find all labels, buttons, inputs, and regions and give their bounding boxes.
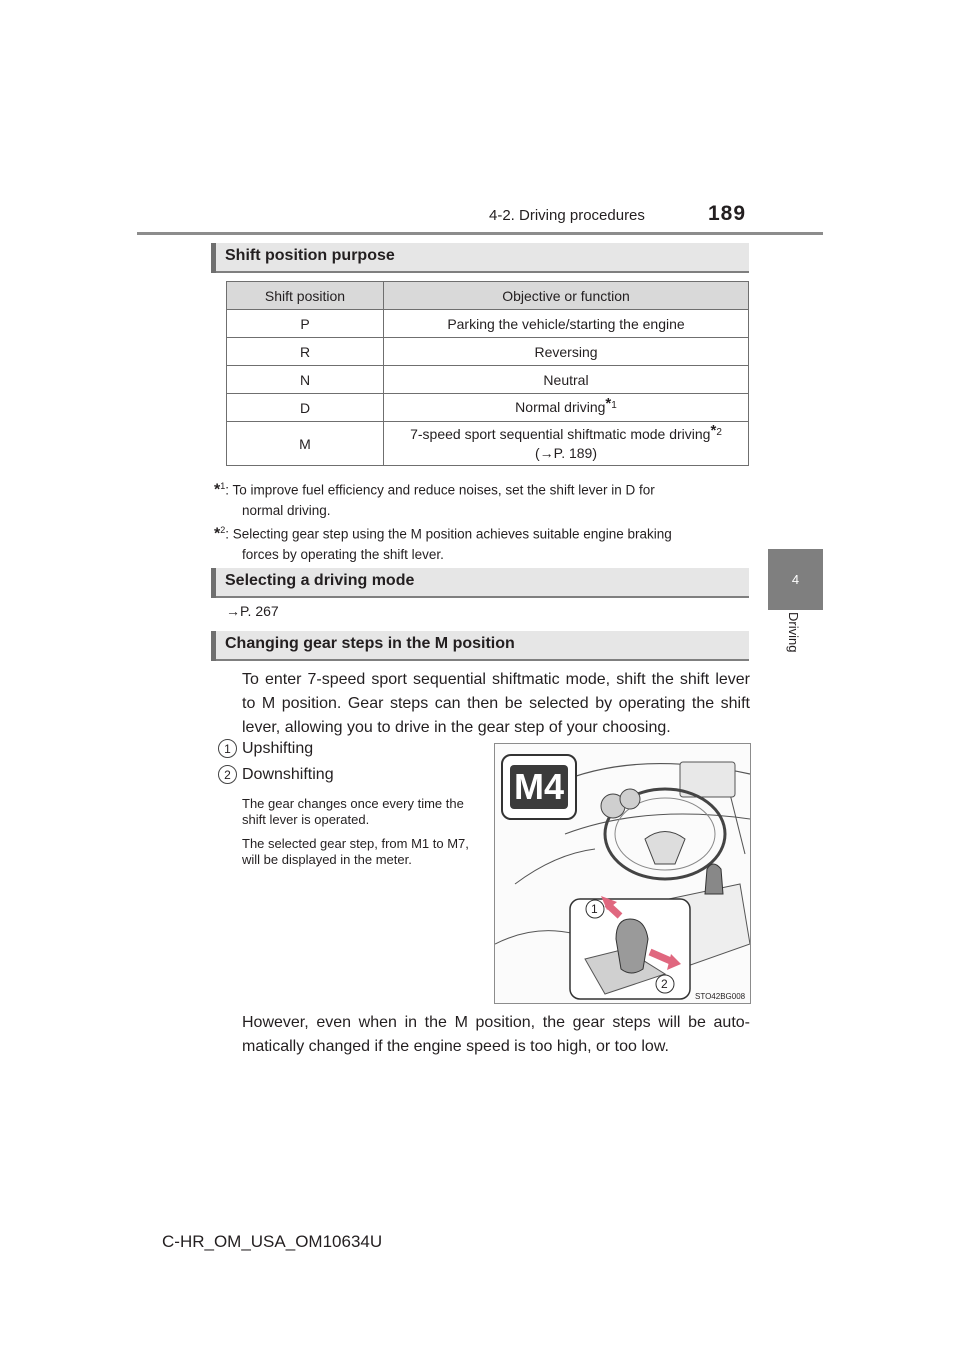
section-title: Selecting a driving mode: [225, 572, 415, 589]
table-row: [227, 338, 749, 366]
figure-callout-1: 1: [591, 902, 598, 916]
table-cell-position: M: [227, 422, 384, 466]
section-heading-gear-steps: [211, 631, 749, 661]
chapter-number: 4: [791, 572, 800, 587]
table-cell-function: Neutral: [384, 366, 749, 394]
table-header-cell: Shift position: [227, 282, 384, 310]
table-cell-position: R: [227, 338, 384, 366]
footnote-marker: 2: [716, 426, 722, 438]
list-item-upshifting: Upshifting: [242, 740, 314, 757]
footnote-star: *: [214, 481, 221, 499]
footnote-continuation: forces by operating the shift lever.: [242, 546, 444, 562]
footnote-marker: 2: [220, 525, 226, 535]
table-row: [227, 394, 749, 422]
list-item-downshifting: Downshifting: [242, 766, 334, 783]
table-row: [227, 366, 749, 394]
page-reference: →P. 267: [226, 603, 279, 619]
table-row: [227, 422, 749, 466]
table-cell-function: [384, 422, 749, 466]
shift-lever-illustration: [494, 743, 751, 1004]
table-cell-position: N: [227, 366, 384, 394]
table-header-row: [227, 282, 749, 310]
header-rule: [137, 232, 823, 235]
shift-position-table: [226, 281, 749, 466]
footnote-text: : To improve fuel efficiency and reduce noises, set the shift lever in D for: [225, 482, 655, 498]
footnote-marker: 1: [220, 481, 226, 491]
table-row: [227, 310, 749, 338]
table-cell-function: Reversing: [384, 338, 749, 366]
section-heading-driving-mode: [211, 568, 749, 598]
footnote-star: *: [605, 395, 612, 412]
footnote-1: [214, 476, 749, 521]
body-paragraph: To enter 7-speed sport sequential shiftmatic mode, shift the shift lever to M position. Gear steps can then be selected by operating the shift lever, allowing you to drive in the gear step of your choosing.: [242, 671, 750, 736]
section-title: Shift position purpose: [225, 247, 395, 264]
document-id: C-HR_OM_USA_OM10634U: [162, 1232, 383, 1251]
header-section-title: 4-2. Driving procedures: [489, 207, 645, 224]
footnote-marker: 1: [611, 400, 617, 411]
function-text: 7-speed sport sequential shiftmatic mode driving: [410, 425, 711, 442]
detail-text: The selected gear step, from M1 to M7, will be displayed in the meter.: [242, 836, 469, 867]
page-number: 189: [708, 202, 747, 225]
footnote-star: *: [214, 525, 221, 543]
section-title: Changing gear steps in the M position: [225, 635, 515, 652]
function-text: Normal driving: [515, 399, 606, 415]
footnote-text: : Selecting gear step using the M position achieves suitable engine braking: [225, 526, 672, 542]
meter-display-callout: [501, 754, 577, 820]
body-paragraph-after: However, even when in the M position, the gear steps will be auto-matically changed if the engine speed is too high, or too low.: [242, 1014, 750, 1055]
table-cell-function: [384, 394, 749, 422]
chapter-label-container: [768, 612, 823, 672]
table-cell-function: Parking the vehicle/starting the engine: [384, 310, 749, 338]
page-reference: (→P. 189): [535, 444, 597, 461]
callout-number-2: 2: [218, 765, 237, 784]
chapter-label: Driving: [786, 612, 801, 653]
figure-code: STO42BG008: [695, 992, 746, 1001]
table-header-cell: Objective or function: [384, 282, 749, 310]
chapter-tab: [768, 549, 823, 610]
detail-text: The gear changes once every time the shift lever is operated.: [242, 796, 464, 827]
table-cell-position: D: [227, 394, 384, 422]
footnote-continuation: normal driving.: [242, 502, 331, 518]
footnote-star: *: [710, 421, 717, 439]
callout-number-1: 1: [218, 739, 237, 758]
table-cell-position: P: [227, 310, 384, 338]
gear-indicator: M4: [510, 765, 568, 809]
footnote-2: [214, 520, 749, 565]
section-heading-shift-position: [211, 243, 749, 273]
figure-callout-2: 2: [661, 977, 668, 991]
